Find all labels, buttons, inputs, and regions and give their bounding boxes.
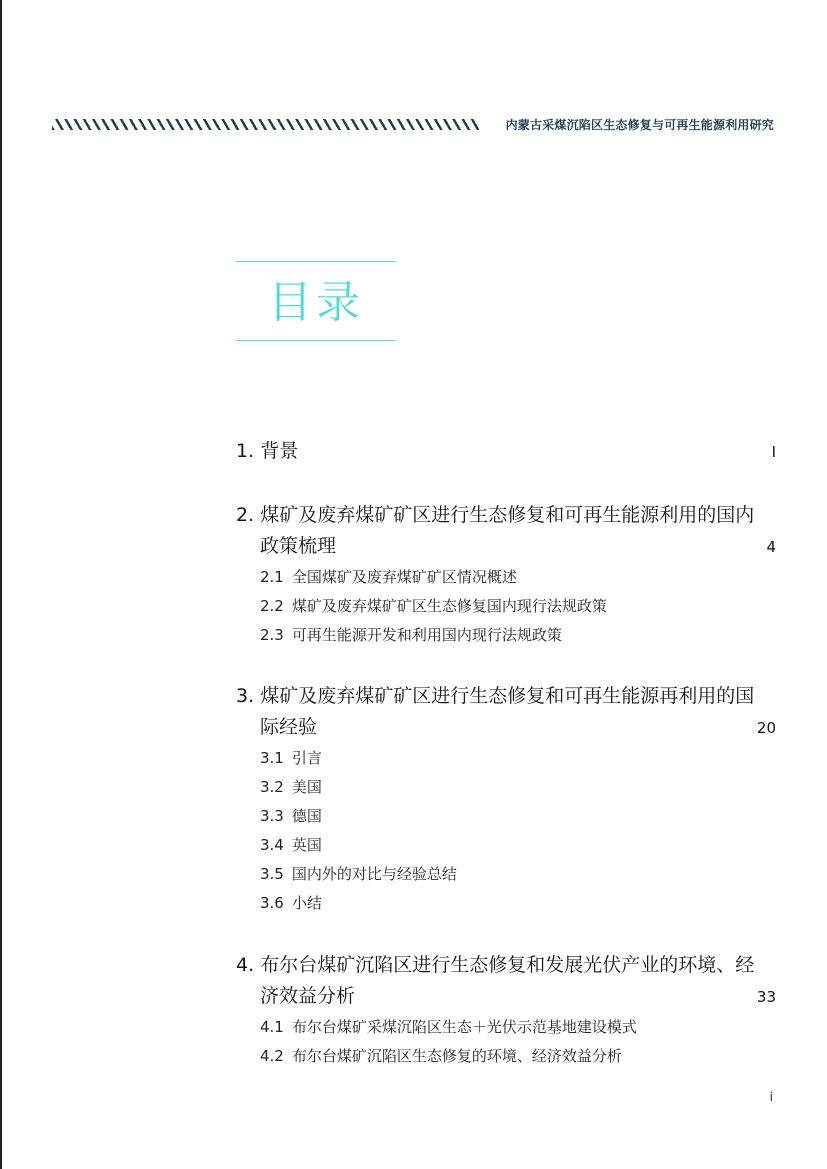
toc-section-page: 4 (766, 538, 776, 556)
toc-subsection-title: 可再生能源开发和利用国内现行法规政策 (291, 626, 562, 644)
header-hatch-decoration (52, 119, 479, 130)
toc-subsection-number: 2.3 (260, 626, 284, 644)
toc-subsection-number: 4.2 (260, 1047, 284, 1065)
toc-section-title: 布尔台煤矿沉陷区进行生态修复和发展光伏产业的环境、经 (260, 954, 755, 976)
toc-section-number: 4. (236, 954, 255, 976)
toc-section-heading (236, 500, 776, 531)
toc-subsection-number: 3.1 (260, 749, 284, 767)
toc-section-4[interactable] (236, 950, 776, 1071)
toc-section-2[interactable] (236, 500, 776, 650)
toc-section-page: 20 (756, 719, 776, 737)
toc-title-top-line (236, 261, 396, 262)
toc-section-title: 煤矿及废弃煤矿矿区进行生态修复和可再生能源再利用的国 (260, 685, 755, 707)
header-title: 内蒙古采煤沉陷区生态修复与可再生能源利用研究 (505, 118, 774, 132)
toc-section-title: 煤矿及废弃煤矿矿区进行生态修复和可再生能源利用的国内 (260, 504, 755, 526)
toc-title-bottom-line (236, 340, 396, 341)
toc-subsection[interactable] (236, 744, 776, 773)
toc-section-number: 3. (236, 685, 255, 707)
toc-section-heading-cont (236, 981, 776, 1013)
toc-section-heading-cont (236, 531, 776, 563)
toc-subsection[interactable] (236, 1013, 776, 1042)
toc-section-number: 2. (236, 504, 255, 526)
toc-subsection-number: 2.1 (260, 568, 284, 586)
toc-subsection-number: 3.2 (260, 778, 284, 796)
toc-subsection-title: 全国煤矿及废弃煤矿矿区情况概述 (291, 568, 517, 586)
toc-section-heading (236, 681, 776, 712)
page-number: i (769, 1090, 773, 1104)
toc-subsection-title: 煤矿及废弃煤矿矿区生态修复国内现行法规政策 (291, 597, 607, 615)
left-edge-rule (0, 0, 2, 1169)
toc-subsection-title: 国内外的对比与经验总结 (291, 865, 457, 883)
toc-subsection-title: 小结 (291, 894, 322, 912)
toc-subsection[interactable] (236, 889, 776, 918)
toc-section-3[interactable] (236, 681, 776, 918)
toc-subsection-title: 引言 (291, 749, 322, 767)
toc-section-heading (236, 436, 776, 468)
toc-section-title-cont: 济效益分析 (260, 985, 356, 1007)
toc-subsection[interactable] (236, 1042, 776, 1071)
toc-title-block (236, 261, 396, 341)
toc-title: 目录 (268, 277, 364, 328)
toc-subsection-number: 3.5 (260, 865, 284, 883)
toc-subsection-number: 2.2 (260, 597, 284, 615)
toc-section-page: I (771, 443, 776, 461)
toc-section-heading-cont (236, 712, 776, 744)
toc-section-heading (236, 950, 776, 981)
page-header (52, 116, 774, 132)
toc-subsection-number: 3.6 (260, 894, 284, 912)
toc-subsection[interactable] (236, 802, 776, 831)
toc-subsection[interactable] (236, 563, 776, 592)
toc-subsection-title: 布尔台煤矿沉陷区生态修复的环境、经济效益分析 (291, 1047, 622, 1065)
toc-subsection-title: 英国 (291, 836, 322, 854)
toc-subsection-number: 3.4 (260, 836, 284, 854)
toc-subsection[interactable] (236, 621, 776, 650)
toc-section-number: 1. (236, 440, 255, 462)
toc-subsection[interactable] (236, 831, 776, 860)
toc-subsection-number: 3.3 (260, 807, 284, 825)
toc-section-1[interactable] (236, 436, 776, 468)
toc-section-title: 背景 (260, 440, 299, 462)
toc-subsection-title: 美国 (291, 778, 322, 796)
toc-section-title-cont: 政策梳理 (260, 535, 337, 557)
toc-subsection-title: 德国 (291, 807, 322, 825)
toc-subsection[interactable] (236, 592, 776, 621)
toc-subsection[interactable] (236, 773, 776, 802)
toc-subsection-title: 布尔台煤矿采煤沉陷区生态＋光伏示范基地建设模式 (291, 1018, 637, 1036)
toc-subsection[interactable] (236, 860, 776, 889)
toc-subsection-number: 4.1 (260, 1018, 284, 1036)
toc-section-title-cont: 际经验 (260, 716, 318, 738)
toc-section-page: 33 (756, 988, 776, 1006)
